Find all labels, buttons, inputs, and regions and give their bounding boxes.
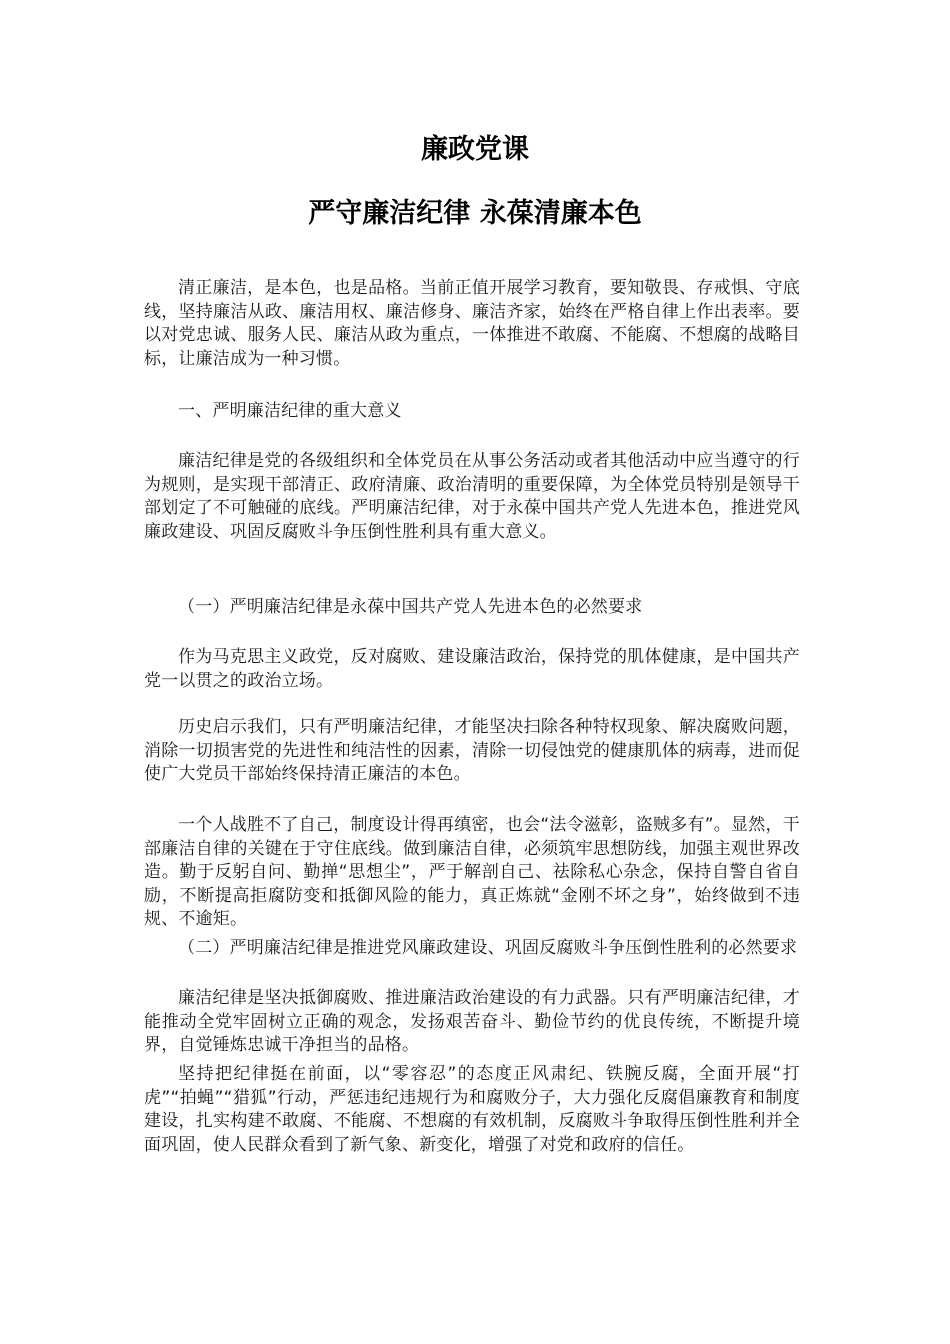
paragraph-subsection-1a: 作为马克思主义政党，反对腐败、建设廉洁政治，保持党的肌体健康，是中国共产党一以贯之的政治立场。 — [144, 647, 800, 691]
paragraph-intro: 清正廉洁，是本色，也是品格。当前正值开展学习教育，要知敬畏、存戒惧、守底线，坚持廉洁从政、廉洁用权、廉洁修身、廉洁齐家，始终在严格自律上作出表率。要以对党忠诚、服务人民、廉洁从政为重点，一体推进不敢腐、不能腐、不想腐的战略目标，让廉洁成为一种习惯。 — [144, 278, 800, 369]
paragraph-subsection-2b: 坚持把纪律挺在前面，以“零容忍”的态度正风肃纪、铁腕反腐，全面开展“打虎”“拍蝇”“猎狐”行动，严惩违纪违规行为和腐败分子，大力强化反腐倡廉教育和制度建设，扎实构建不敢腐、不能腐、不想腐的有效机制，反腐败斗争取得压倒性胜利并全面巩固，使人民群众看到了新气象、新变化，增强了对党和政府的信任。 — [144, 1064, 800, 1155]
subsection-heading-2: （二）严明廉洁纪律是推进党风廉政建设、巩固反腐败斗争压倒性胜利的必然要求 — [178, 938, 798, 958]
document-title: 廉政党课 — [421, 134, 529, 165]
subsection-heading-1: （一）严明廉洁纪律是永葆中国共产党人先进本色的必然要求 — [178, 597, 643, 617]
paragraph-subsection-1b: 历史启示我们，只有严明廉洁纪律，才能坚决扫除各种特权现象、解决腐败问题，消除一切损害党的先进性和纯洁性的因素，清除一切侵蚀党的健康肌体的病毒，进而促使广大党员干部始终保持清正廉洁的本色。 — [144, 717, 800, 784]
paragraph-subsection-2a: 廉洁纪律是坚决抵御腐败、推进廉洁政治建设的有力武器。只有严明廉洁纪律，才能推动全党牢固树立正确的观念，发扬艰苦奋斗、勤俭节约的优良传统，不断提升境界，自觉锤炼忠诚干净担当的品格。 — [144, 988, 800, 1055]
paragraph-subsection-1c: 一个人战胜不了自己，制度设计得再缜密，也会“法令滋彰，盗贼多有”。显然，干部廉洁自律的关键在于守住底线。做到廉洁自律，必须筑牢思想防线，加强主观世界改造。勤于反躬自问、勤掸“思想尘”，严于解剖自己、祛除私心杂念，保持自警自省自励，不断提高拒腐防变和抵御风险的能力，真正炼就“金刚不坏之身”，始终做到不违规、不逾矩。 — [144, 815, 800, 929]
section-heading-1: 一、严明廉洁纪律的重大意义 — [178, 401, 402, 421]
paragraph-section-1: 廉洁纪律是党的各级组织和全体党员在从事公务活动或者其他活动中应当遵守的行为规则，是实现干部清正、政府清廉、政治清明的重要保障，为全体党员特别是领导干部划定了不可触碰的底线。严明廉洁纪律，对于永葆中国共产党人先进本色，推进党风廉政建设、巩固反腐败斗争压倒性胜利具有重大意义。 — [144, 451, 800, 542]
document-subtitle: 严守廉洁纪律 永葆清廉本色 — [308, 198, 642, 229]
